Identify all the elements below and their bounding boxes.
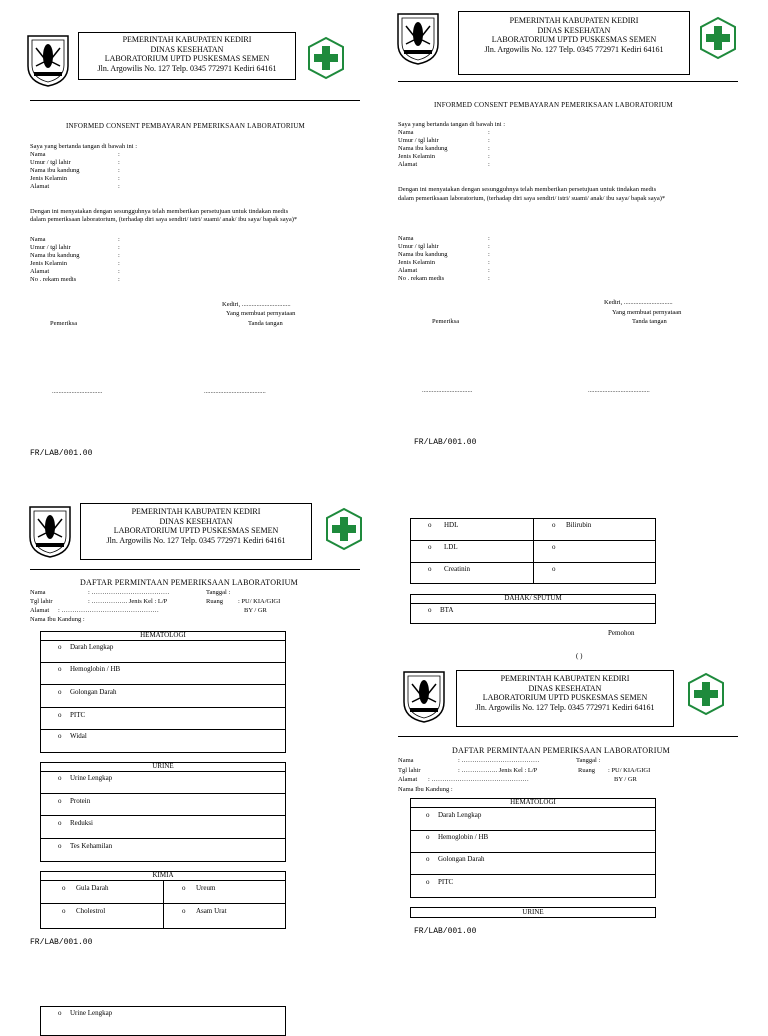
- field-label: Jenis Kelamin: [30, 175, 68, 182]
- urine-item: Tes Kehamilan: [70, 842, 113, 850]
- urine-checkbox[interactable]: o: [58, 842, 62, 850]
- consent-maker: Yang membuat pernyataan: [226, 310, 296, 317]
- field-label: Nama: [398, 235, 414, 242]
- by-gr: BY / GR: [244, 607, 267, 614]
- colon: :: [118, 183, 120, 190]
- table-divider: [163, 880, 164, 929]
- colon: :: [118, 244, 120, 251]
- kimia-item: Gula Darah: [76, 884, 109, 892]
- field-label: Jenis Kelamin: [30, 260, 68, 267]
- colon: :: [118, 252, 120, 259]
- hema-checkbox[interactable]: o: [426, 833, 430, 841]
- colon: :: [488, 161, 490, 168]
- table-divider: [40, 838, 286, 839]
- kediri-crest-icon: [24, 32, 72, 88]
- field-label: Umur / tgl lahir: [398, 243, 439, 250]
- colon: :: [488, 267, 490, 274]
- consent-signature: Tanda tangan: [632, 318, 667, 325]
- hema-item: Hemoglobin / HB: [70, 665, 121, 673]
- colon: :: [488, 275, 490, 282]
- kimia-checkbox[interactable]: o: [552, 543, 556, 551]
- consent-examiner: Pemeriksa: [432, 318, 460, 325]
- kimia-item: Asam Urat: [196, 907, 227, 915]
- header-line-4: Jln. Argowilis No. 127 Telp. 0345 772971 Kediri 64161: [475, 702, 655, 712]
- hema-item: Golongan Darah: [70, 688, 117, 696]
- field-label: Umur / tgl lahir: [30, 159, 71, 166]
- consent-fields-1: [30, 151, 79, 191]
- field-label: Alamat: [30, 183, 50, 190]
- nama-label: Nama: [398, 757, 414, 764]
- consent-place: Kediri, ..............................: [604, 299, 673, 306]
- kimia-checkbox[interactable]: o: [552, 565, 556, 573]
- field-label: Nama ibu kandung: [398, 251, 448, 258]
- table-divider: [40, 729, 286, 730]
- header-line-3: LABORATORIUM UPTD PUSKESMAS SEMEN: [113, 526, 279, 535]
- header-line-2: DINAS KESEHATAN: [150, 44, 224, 54]
- letterhead-box: [456, 670, 674, 727]
- table-divider: [410, 874, 656, 875]
- kimia-checkbox[interactable]: o: [552, 521, 556, 529]
- hema-item: Hemoglobin / HB: [438, 833, 489, 841]
- hema-checkbox[interactable]: o: [58, 711, 62, 719]
- tgl-lahir-dots: : …………….. Jenis Kel : L/P: [88, 598, 168, 605]
- hematologi-header: HEMATOLOGI: [510, 798, 556, 806]
- signature-line-right: ......................................: [588, 387, 650, 394]
- field-label: Jenis Kelamin: [398, 259, 436, 266]
- header-rule: [30, 100, 360, 101]
- health-cross-icon: [686, 672, 726, 716]
- header-line-4: Jln. Argowilis No. 127 Telp. 0345 772971 Kediri 64161: [97, 63, 277, 73]
- kimia-checkbox[interactable]: o: [182, 884, 186, 892]
- pemohon-label: Pemohon: [608, 629, 635, 637]
- hema-checkbox[interactable]: o: [426, 811, 430, 819]
- urine-item: Urine Lengkap: [70, 774, 113, 782]
- health-cross-icon: [324, 507, 364, 551]
- header-rule: [398, 736, 738, 737]
- nama-ibu-label: Nama Ibu Kandung :: [398, 786, 453, 793]
- header-line-1: PEMERINTAH KABUPATEN KEDIRI: [131, 507, 261, 516]
- consent-colons-1: [118, 151, 120, 191]
- header-rule: [398, 81, 738, 82]
- consent-fields-2: [30, 236, 79, 284]
- letterhead-box: [458, 11, 690, 75]
- kimia-checkbox[interactable]: o: [62, 907, 66, 915]
- consent-intro: Saya yang bertanda tangan di bawah ini :: [398, 121, 506, 128]
- colon: :: [488, 243, 490, 250]
- alamat-label: Alamat: [398, 776, 418, 783]
- nama-label: Nama: [30, 589, 46, 596]
- colon: :: [488, 235, 490, 242]
- hema-checkbox[interactable]: o: [426, 878, 430, 886]
- kimia-item: LDL: [444, 543, 458, 551]
- header-line-3: LABORATORIUM UPTD PUSKESMAS SEMEN: [482, 693, 648, 702]
- kimia-header: KIMIA: [152, 871, 174, 879]
- alamat-label: Alamat: [30, 607, 50, 614]
- table-divider: [40, 707, 286, 708]
- urine-item: Reduksi: [70, 819, 93, 827]
- consent-signature: Tanda tangan: [248, 320, 283, 327]
- colon: :: [488, 153, 490, 160]
- dahak-header: DAHAK/ SPUTUM: [504, 594, 562, 602]
- urine-checkbox[interactable]: o: [58, 774, 62, 782]
- nama-ibu-label: Nama Ibu Kandung :: [30, 616, 85, 623]
- signature-line-right: ......................................: [204, 388, 266, 395]
- consent-fields-1: [398, 129, 447, 169]
- field-label: Nama ibu kandung: [398, 145, 448, 152]
- table-divider: [40, 640, 286, 641]
- kediri-crest-icon: [394, 10, 442, 66]
- field-label: Nama: [30, 151, 46, 158]
- hema-checkbox[interactable]: o: [58, 643, 62, 651]
- by-gr: BY / GR: [614, 776, 637, 783]
- kimia-item: Ureum: [196, 884, 216, 892]
- nama-dots: : ………………………………: [88, 589, 170, 596]
- urine-header: URINE: [522, 908, 544, 916]
- hema-checkbox[interactable]: o: [426, 855, 430, 863]
- ruang-label: Ruang: [578, 767, 595, 774]
- field-label: Alamat: [398, 267, 418, 274]
- colon: :: [488, 259, 490, 266]
- signature-line-left: ...............................: [52, 388, 103, 395]
- kimia-checkbox[interactable]: o: [428, 565, 432, 573]
- kediri-crest-icon: [400, 668, 448, 724]
- pemohon-signature: ( ): [576, 652, 583, 660]
- colon: :: [488, 129, 490, 136]
- field-label: Alamat: [398, 161, 418, 168]
- hema-item: Widal: [70, 732, 87, 740]
- kimia-item: HDL: [444, 521, 459, 529]
- field-label: Umur / tgl lahir: [398, 137, 439, 144]
- colon: :: [488, 251, 490, 258]
- hematologi-header: HEMATOLOGI: [140, 631, 186, 639]
- alamat-dots: : ………………………………………: [58, 607, 159, 614]
- colon: :: [118, 159, 120, 166]
- colon: :: [118, 268, 120, 275]
- kimia-checkbox[interactable]: o: [428, 543, 432, 551]
- table-divider: [410, 807, 656, 808]
- colon: :: [118, 151, 120, 158]
- form-code: FR/LAB/001.00: [414, 927, 477, 936]
- hema-item: Darah Lengkap: [70, 643, 114, 651]
- header-rule: [30, 569, 360, 570]
- header-line-1: PEMERINTAH KABUPATEN KEDIRI: [122, 35, 252, 44]
- hema-checkbox[interactable]: o: [58, 665, 62, 673]
- tgl-lahir-label: Tgl lahir: [30, 598, 53, 605]
- colon: :: [118, 260, 120, 267]
- header-line-1: PEMERINTAH KABUPATEN KEDIRI: [509, 16, 639, 25]
- urine-item: Urine Lengkap: [70, 1009, 113, 1017]
- table-divider: [410, 603, 656, 604]
- header-line-2: DINAS KESEHATAN: [528, 683, 602, 693]
- kimia-item: Bilirubin: [566, 521, 592, 529]
- form-code: FR/LAB/001.00: [30, 449, 93, 458]
- consent-title: INFORMED CONSENT PEMBAYARAN PEMERIKSAAN LABORATORIUM: [66, 122, 305, 130]
- tanggal-label: Tanggal :: [206, 589, 231, 596]
- colon: :: [118, 175, 120, 182]
- consent-examiner: Pemeriksa: [50, 320, 78, 327]
- colon: :: [488, 145, 490, 152]
- consent-maker: Yang membuat pernyataan: [612, 309, 682, 316]
- form-code: FR/LAB/001.00: [30, 938, 93, 947]
- kimia-item: Creatinin: [444, 565, 471, 573]
- table-divider: [40, 771, 286, 772]
- consent-statement-2: dalam pemeriksaan laboratorium, (terhadap diri saya sendiri/ istri/ suami/ anak/ ibu saya/ bapak saya)*: [398, 195, 666, 202]
- table-divider: [533, 518, 534, 584]
- table-divider: [40, 684, 286, 685]
- header-line-3: LABORATORIUM UPTD PUSKESMAS SEMEN: [104, 54, 270, 63]
- tgl-lahir-label: Tgl lahir: [398, 767, 421, 774]
- urine-checkbox[interactable]: o: [58, 797, 62, 805]
- header-line-3: LABORATORIUM UPTD PUSKESMAS SEMEN: [491, 35, 657, 44]
- alamat-dots: : ………………………………………: [428, 776, 529, 783]
- header-line-1: PEMERINTAH KABUPATEN KEDIRI: [500, 674, 630, 683]
- table-divider: [40, 793, 286, 794]
- field-label: Nama: [30, 236, 46, 243]
- consent-statement-2: dalam pemeriksaan laboratorium, (terhadap diri saya sendiri/ istri/ suami/ anak/ ibu saya/ bapak saya)*: [30, 216, 298, 223]
- colon: :: [118, 276, 120, 283]
- consent-title: INFORMED CONSENT PEMBAYARAN PEMERIKSAAN LABORATORIUM: [434, 101, 673, 109]
- field-label: Umur / tgl lahir: [30, 244, 71, 251]
- consent-intro: Saya yang bertanda tangan di bawah ini :: [30, 143, 138, 150]
- ruang-label: Ruang: [206, 598, 223, 605]
- form-code: FR/LAB/001.00: [414, 438, 477, 447]
- hema-item: Golongan Darah: [438, 855, 485, 863]
- letterhead-box: [78, 32, 296, 80]
- table-divider: [40, 815, 286, 816]
- field-label: Nama: [398, 129, 414, 136]
- consent-statement-1: Dengan ini menyatakan dengan sesungguhnya telah memberikan persetujuan untuk tindakan medis: [398, 186, 657, 193]
- table-divider: [410, 852, 656, 853]
- request-title: DAFTAR PERMINTAAN PEMERIKSAAN LABORATORIUM: [452, 746, 670, 755]
- consent-colons-1: [488, 129, 490, 169]
- field-label: No . rekam medis: [30, 276, 77, 283]
- health-cross-icon: [306, 36, 346, 80]
- dahak-item: BTA: [440, 606, 454, 614]
- hema-item: Darah Lengkap: [438, 811, 482, 819]
- table-divider: [40, 662, 286, 663]
- kediri-crest-icon: [26, 503, 74, 559]
- consent-place: Kediri, ..............................: [222, 301, 291, 308]
- header-line-2: DINAS KESEHATAN: [159, 516, 233, 526]
- kimia-item: Cholestrol: [76, 907, 106, 915]
- table-divider: [410, 830, 656, 831]
- colon: :: [118, 236, 120, 243]
- tgl-lahir-dots: : …………….. Jenis Kel : L/P: [458, 767, 538, 774]
- field-label: Alamat: [30, 268, 50, 275]
- urine-item: Protein: [70, 797, 91, 805]
- urine-checkbox[interactable]: o: [58, 819, 62, 827]
- header-line-2: DINAS KESEHATAN: [537, 25, 611, 35]
- letterhead-box: [80, 503, 312, 560]
- hema-item: PITC: [438, 878, 454, 886]
- tanggal-label: Tanggal :: [576, 757, 601, 764]
- ruang-value: : PU/ KIA/GIGI: [608, 767, 651, 774]
- field-label: No . rekam medis: [398, 275, 445, 282]
- dahak-checkbox[interactable]: o: [428, 606, 432, 614]
- kimia-checkbox[interactable]: o: [182, 907, 186, 915]
- header-line-4: Jln. Argowilis No. 127 Telp. 0345 772971 Kediri 64161: [106, 535, 286, 545]
- header-line-4: Jln. Argowilis No. 127 Telp. 0345 772971 Kediri 64161: [484, 44, 664, 54]
- hema-checkbox[interactable]: o: [58, 688, 62, 696]
- consent-fields-2: [398, 235, 447, 283]
- consent-colons-2: [118, 236, 120, 284]
- consent-colons-2: [488, 235, 490, 283]
- ruang-value: : PU/ KIA/GIGI: [238, 598, 281, 605]
- hema-checkbox[interactable]: o: [58, 732, 62, 740]
- hema-item: PITC: [70, 711, 86, 719]
- colon: :: [118, 167, 120, 174]
- field-label: Nama ibu kandung: [30, 167, 80, 174]
- kimia-checkbox[interactable]: o: [428, 521, 432, 529]
- colon: :: [488, 137, 490, 144]
- health-cross-icon: [698, 16, 738, 60]
- kimia-checkbox[interactable]: o: [62, 884, 66, 892]
- urine-checkbox[interactable]: o: [58, 1009, 62, 1017]
- nama-dots: : ………………………………: [458, 757, 540, 764]
- urine-header: URINE: [152, 762, 174, 770]
- signature-line-left: ...............................: [422, 387, 473, 394]
- field-label: Nama ibu kandung: [30, 252, 80, 259]
- request-title: DAFTAR PERMINTAAN PEMERIKSAAN LABORATORIUM: [80, 578, 298, 587]
- consent-statement-1: Dengan ini menyatakan dengan sesungguhnya telah memberikan persetujuan untuk tindakan medis: [30, 208, 289, 215]
- field-label: Jenis Kelamin: [398, 153, 436, 160]
